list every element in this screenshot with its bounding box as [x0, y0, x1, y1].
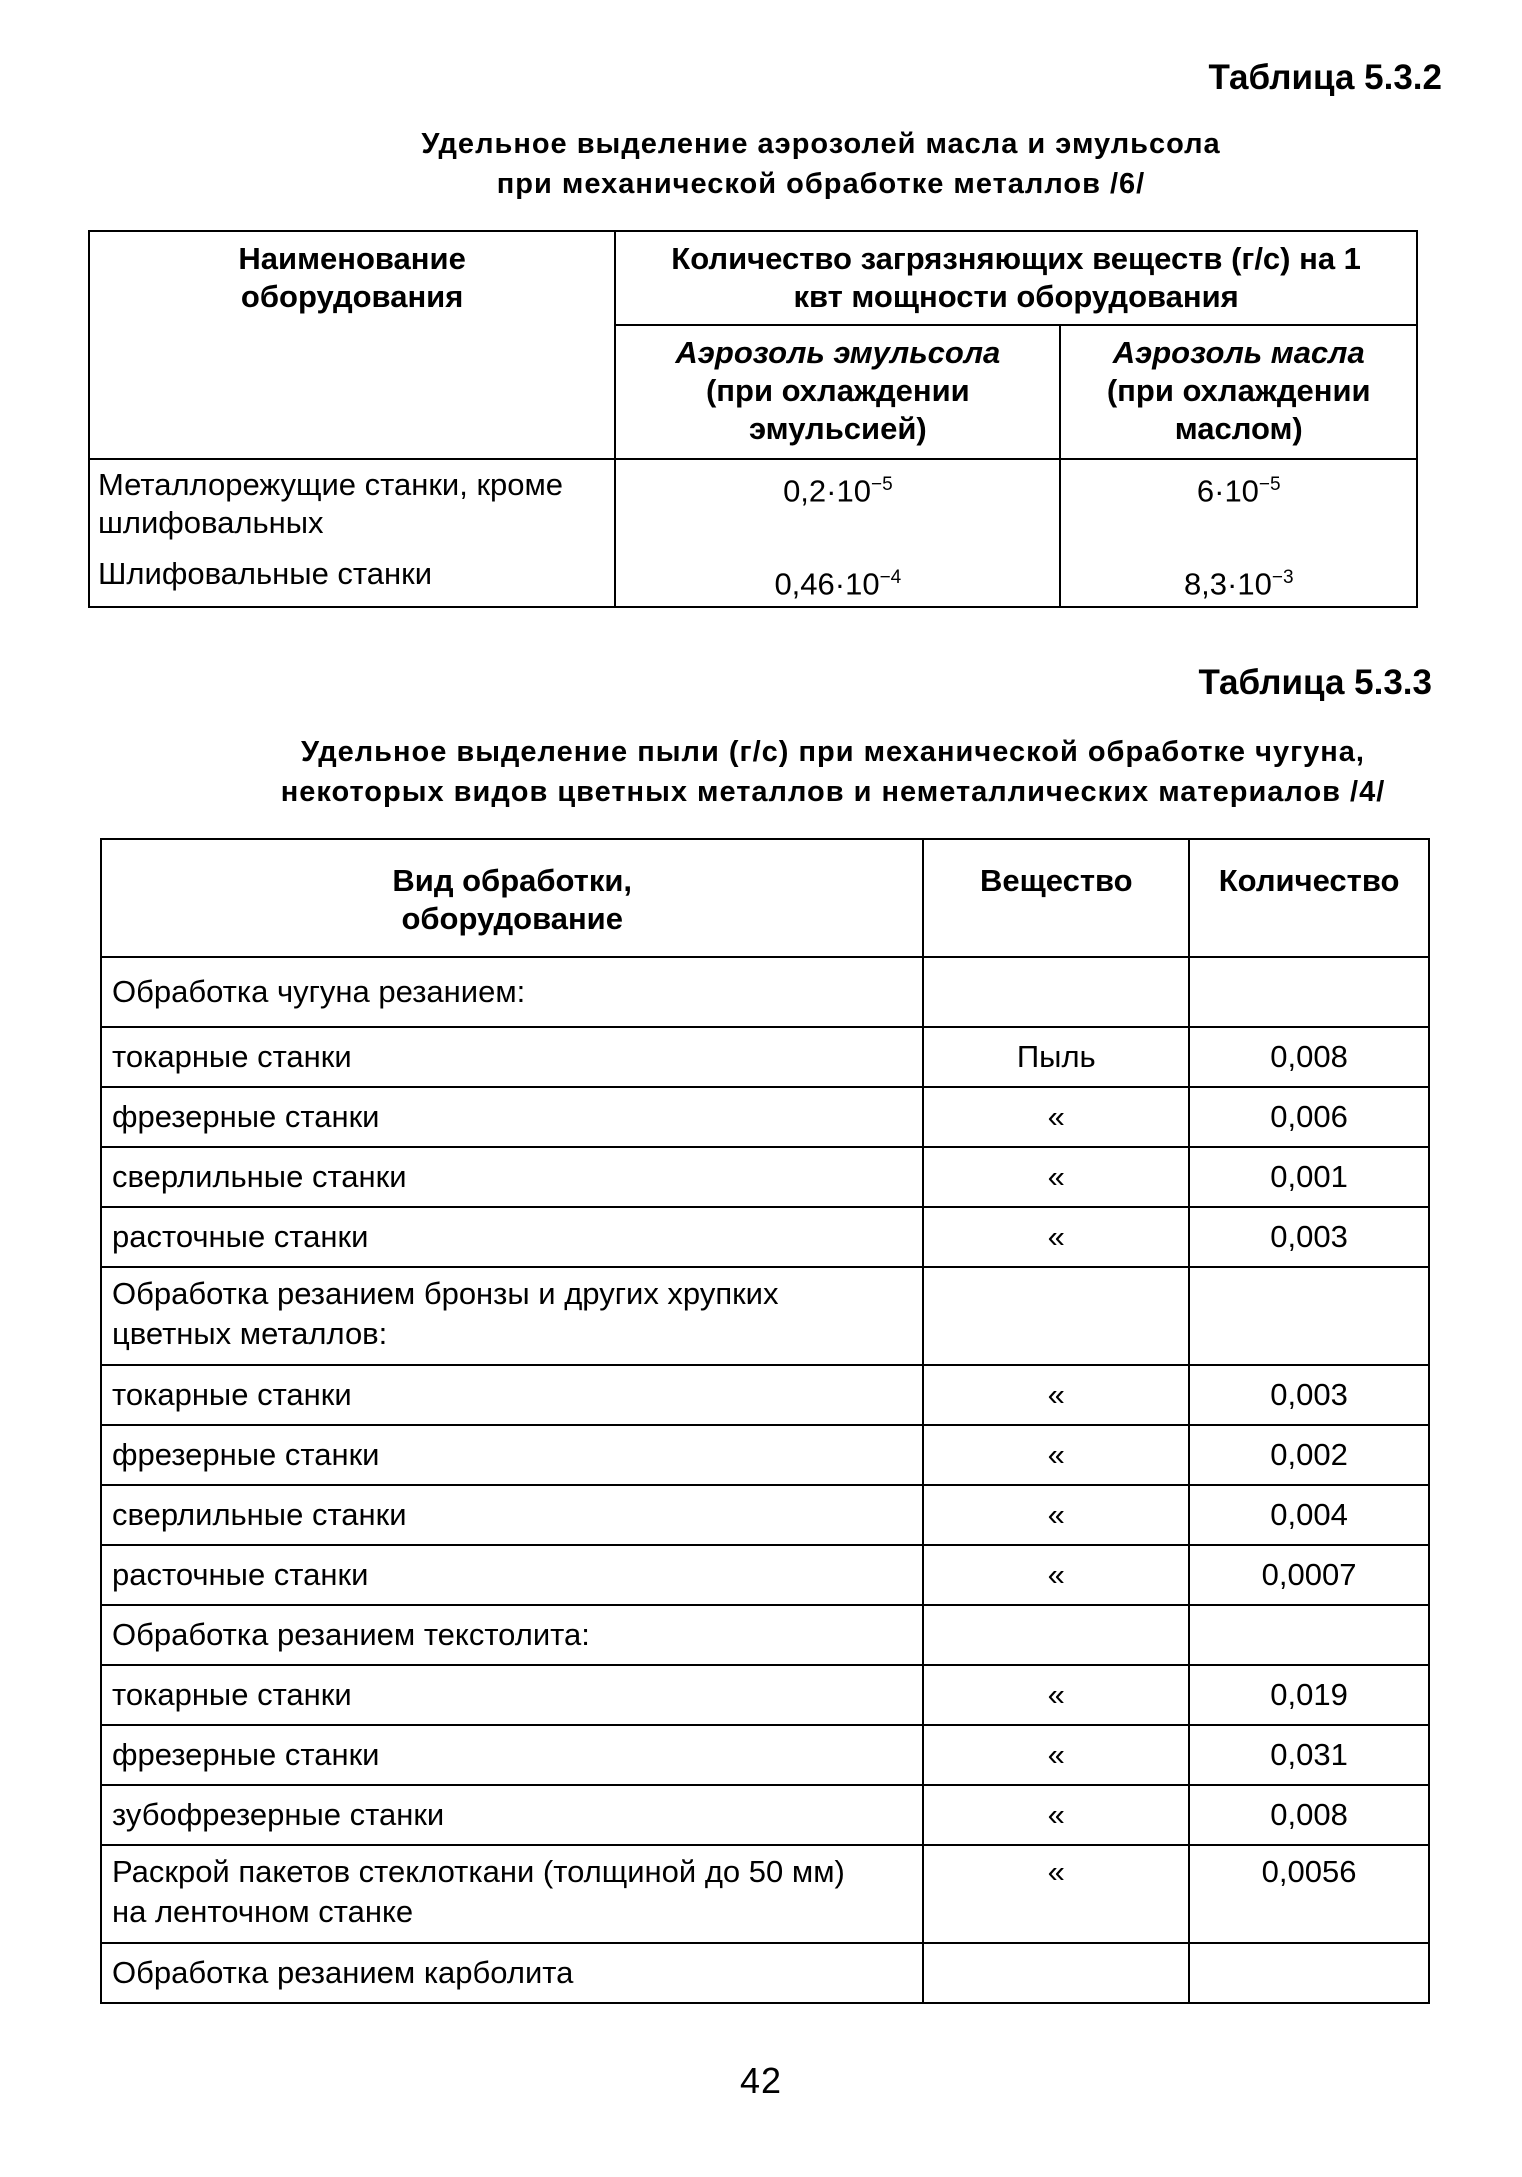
amount-cell: 0,019 — [1189, 1665, 1429, 1725]
amount-cell: 0,001 — [1189, 1147, 1429, 1207]
amount-cell: 0,0056 — [1189, 1845, 1429, 1943]
value-exponent: −4 — [879, 567, 902, 588]
amount-cell — [1189, 1267, 1429, 1365]
process-name-cell — [101, 1147, 923, 1207]
header-line: Аэрозоль масла — [1112, 335, 1365, 370]
cell-line: Обработка резанием бронзы и других хрупких — [112, 1276, 779, 1311]
table-row — [101, 1545, 1429, 1605]
substance-cell: « — [923, 1545, 1189, 1605]
substance-cell: « — [923, 1785, 1189, 1845]
table-5-3-2-label: Таблица 5.3.2 — [1208, 58, 1442, 97]
header-line: квт мощности оборудования — [793, 279, 1239, 314]
process-name-cell — [101, 1207, 923, 1267]
table-row — [101, 1087, 1429, 1147]
header-line: (при охлаждении — [1106, 373, 1371, 408]
amount-cell: 0,031 — [1189, 1725, 1429, 1785]
table-row — [101, 1605, 1429, 1665]
emulsol-value-cell — [615, 555, 1060, 607]
table-row — [101, 1267, 1429, 1365]
process-name-cell — [101, 1365, 923, 1425]
equipment-name-cell — [89, 459, 615, 555]
table-row — [101, 1845, 1429, 1943]
cell-line: фрезерные станки — [112, 1737, 380, 1772]
amount-cell: 0,006 — [1189, 1087, 1429, 1147]
equipment-name-cell — [89, 555, 615, 607]
value-exponent: −5 — [1258, 474, 1281, 495]
table-row — [101, 1725, 1429, 1785]
table-5-3-2 — [88, 230, 1418, 608]
substance-cell: « — [923, 1725, 1189, 1785]
cell-line: токарные станки — [112, 1677, 352, 1712]
table-row — [101, 1943, 1429, 2003]
header-oil-aerosol — [1060, 325, 1417, 459]
cell-line: сверлильные станки — [112, 1497, 407, 1532]
cell-line: Металлорежущие станки, кроме — [98, 467, 564, 502]
table-row — [101, 957, 1429, 1027]
cell-line: расточные станки — [112, 1219, 369, 1254]
amount-cell: 0,008 — [1189, 1785, 1429, 1845]
cell-line: расточные станки — [112, 1557, 369, 1592]
substance-cell: « — [923, 1087, 1189, 1147]
oil-value-cell — [1060, 459, 1417, 555]
process-name-cell — [101, 1725, 923, 1785]
header-line: эмульсией) — [748, 411, 927, 446]
amount-cell: 0,004 — [1189, 1485, 1429, 1545]
cell-line: Обработка резанием карболита — [112, 1955, 574, 1990]
header-line: Количество загрязняющих веществ (г/с) на 1 — [671, 241, 1361, 276]
process-name-cell — [101, 1485, 923, 1545]
header-equipment-name — [89, 231, 615, 459]
table-5-3-3-label: Таблица 5.3.3 — [1198, 663, 1432, 702]
substance-cell: « — [923, 1147, 1189, 1207]
header-line: Вещество — [979, 863, 1133, 898]
table-row — [89, 459, 1417, 555]
process-name-cell — [101, 1665, 923, 1725]
cell-line: фрезерные станки — [112, 1437, 380, 1472]
substance-cell: « — [923, 1485, 1189, 1545]
value-exponent: −3 — [1271, 567, 1294, 588]
header-line: (при охлаждении — [705, 373, 970, 408]
process-name-cell — [101, 1845, 923, 1943]
substance-cell: « — [923, 1425, 1189, 1485]
amount-cell: 0,002 — [1189, 1425, 1429, 1485]
substance-cell — [923, 1943, 1189, 2003]
substance-cell: « — [923, 1365, 1189, 1425]
header-pollutant-amount — [615, 231, 1417, 325]
table-5-3-3 — [100, 838, 1430, 2004]
table-5-3-2-caption — [120, 124, 1522, 204]
header-line: Вид обработки, — [392, 863, 633, 898]
page-number: 42 — [739, 2060, 783, 2101]
header-line: маслом) — [1174, 411, 1303, 446]
header-emulsol-aerosol — [615, 325, 1060, 459]
amount-cell: 0,003 — [1189, 1365, 1429, 1425]
cell-line: на ленточном станке — [112, 1894, 414, 1929]
header-line: Аэрозоль эмульсола — [675, 335, 1001, 370]
cell-line: токарные станки — [112, 1039, 352, 1074]
header-amount — [1189, 839, 1429, 957]
header-process-equipment — [101, 839, 923, 957]
substance-cell: « — [923, 1207, 1189, 1267]
process-name-cell — [101, 1943, 923, 2003]
cell-line: фрезерные станки — [112, 1099, 380, 1134]
cell-line: Обработка резанием текстолита: — [112, 1617, 590, 1652]
oil-value-cell — [1060, 555, 1417, 607]
header-substance — [923, 839, 1189, 957]
process-name-cell — [101, 1267, 923, 1365]
amount-cell: 0,003 — [1189, 1207, 1429, 1267]
header-line: Количество — [1218, 863, 1400, 898]
substance-cell — [923, 1267, 1189, 1365]
cell-line: Раскрой пакетов стеклоткани (толщиной до 50 мм) — [112, 1854, 845, 1889]
header-line: оборудование — [401, 901, 623, 936]
cell-line: Обработка чугуна резанием: — [112, 974, 526, 1009]
cell-line: шлифовальных — [98, 505, 324, 540]
value-mantissa: 0,46·10 — [774, 566, 880, 602]
table-row — [101, 1365, 1429, 1425]
value-mantissa: 0,2·10 — [783, 473, 871, 509]
emulsol-value-cell — [615, 459, 1060, 555]
table-row — [101, 1207, 1429, 1267]
process-name-cell — [101, 957, 923, 1027]
substance-cell: « — [923, 1665, 1189, 1725]
process-name-cell — [101, 1785, 923, 1845]
amount-cell: 0,008 — [1189, 1027, 1429, 1087]
cell-line: сверлильные станки — [112, 1159, 407, 1194]
amount-cell — [1189, 1943, 1429, 2003]
substance-cell: « — [923, 1845, 1189, 1943]
caption-line: Удельное выделение аэрозолей масла и эмульсола — [421, 128, 1221, 160]
cell-line: токарные станки — [112, 1377, 352, 1412]
cell-line: зубофрезерные станки — [112, 1797, 445, 1832]
amount-cell — [1189, 1605, 1429, 1665]
header-line: Наименование — [238, 241, 466, 276]
caption-line: некоторых видов цветных металлов и неметаллических материалов /4/ — [280, 776, 1386, 808]
caption-line: Удельное выделение пыли (г/с) при механической обработке чугуна, — [301, 736, 1365, 768]
table-row — [89, 555, 1417, 607]
process-name-cell — [101, 1425, 923, 1485]
process-name-cell — [101, 1087, 923, 1147]
value-mantissa: 8,3·10 — [1183, 566, 1272, 602]
substance-cell — [923, 957, 1189, 1027]
substance-cell — [923, 1605, 1189, 1665]
value-mantissa: 6·10 — [1196, 473, 1259, 509]
header-line: оборудования — [240, 279, 464, 314]
process-name-cell — [101, 1027, 923, 1087]
table-5-3-3-caption — [150, 732, 1516, 812]
cell-line: Шлифовальные станки — [98, 556, 433, 591]
amount-cell: 0,0007 — [1189, 1545, 1429, 1605]
table-row — [101, 1027, 1429, 1087]
process-name-cell — [101, 1605, 923, 1665]
table-row — [101, 1665, 1429, 1725]
table-row — [101, 1425, 1429, 1485]
caption-line: при механической обработке металлов /6/ — [496, 168, 1146, 200]
process-name-cell — [101, 1545, 923, 1605]
table-row — [101, 1485, 1429, 1545]
table-row — [101, 1785, 1429, 1845]
value-exponent: −5 — [870, 474, 893, 495]
cell-line: цветных металлов: — [112, 1316, 388, 1351]
amount-cell — [1189, 957, 1429, 1027]
table-row — [101, 1147, 1429, 1207]
substance-cell: Пыль — [923, 1027, 1189, 1087]
